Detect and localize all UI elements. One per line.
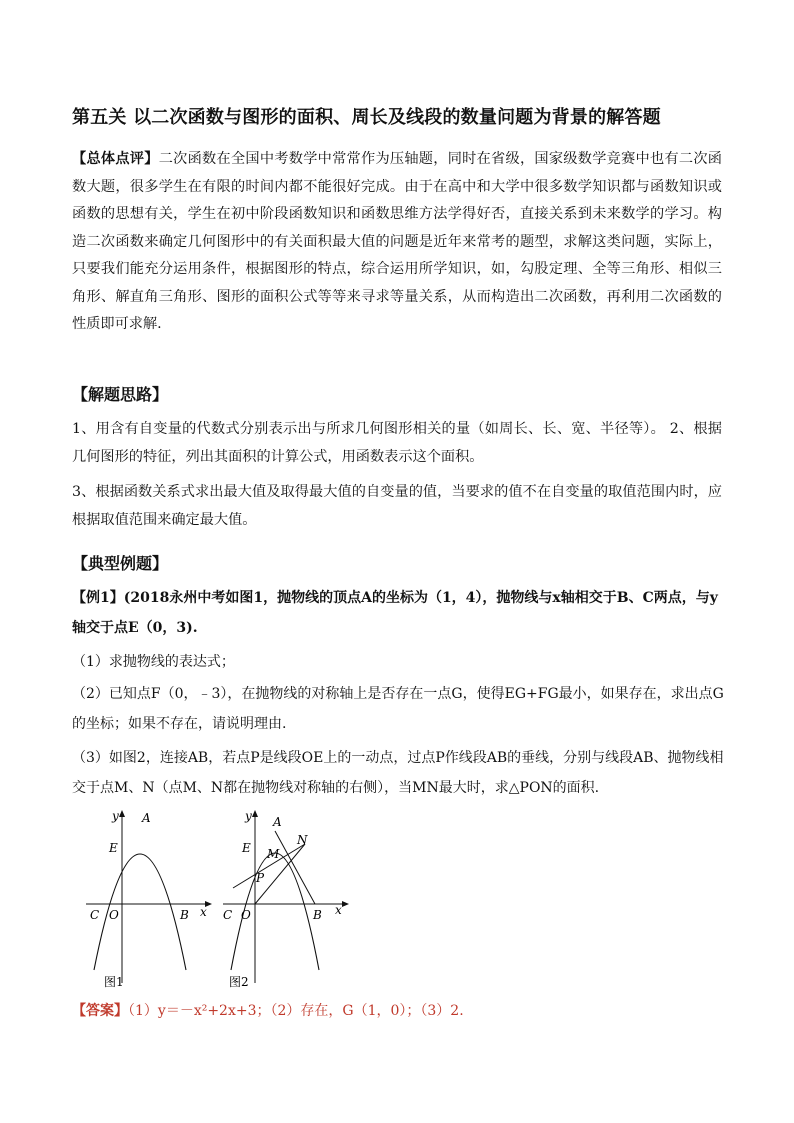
fig1-parabola [94, 854, 186, 970]
example-1-text: (2018永州中考如图1，抛物线的顶点A的坐标为（1，4），抛物线与x轴相交于B、C两点，与y轴交于点E（0，3). [72, 590, 718, 636]
fig1-label-y: y [112, 809, 119, 823]
fig2-label-E: E [242, 841, 251, 855]
fig2-label-x: x [335, 903, 342, 917]
fig2-label-y: y [245, 809, 252, 823]
answer-line [72, 1000, 464, 1020]
fig1-label-O: O [109, 908, 119, 922]
fig2-label-M: M [267, 847, 280, 861]
answer-text: （1）y＝－x²+2x+3；（2）存在，G（1，0）；（3）2. [128, 1003, 464, 1019]
fig1-caption: 图1 [104, 975, 124, 989]
fig1-label-E: E [109, 841, 118, 855]
examples-heading: 【典型例题】 [72, 554, 169, 573]
question-3: （3）如图2，连接AB，若点P是线段OE上的一动点，过点P作线段AB的垂线，分别与线段AB、抛物线相交于点M、N（点M、N都在抛物线对称轴的右侧），当MN最大时，求△PON的面积. [72, 750, 724, 796]
question-2: （2）已知点F（0，﹣3），在抛物线的对称轴上是否存在一点G，使得EG+FG最小，如果存在，求出点G的坐标；如果不存在，请说明理由. [72, 686, 724, 732]
figure-1 [82, 808, 222, 990]
example-1-label: 【例1】 [72, 590, 124, 606]
page-title: 第五关 以二次函数与图形的面积、周长及线段的数量问题为背景的解答题 [72, 107, 661, 128]
figure-2 [219, 808, 359, 990]
approach-point-3: 3、根据函数关系式求出最大值及取得最大值的自变量的值，当要求的值不在自变量的取值范围内时，应根据取值范围来确定最大值。 [72, 484, 722, 528]
approach-heading: 【解题思路】 [72, 385, 169, 404]
approach-point-1-2: 1、用含有自变量的代数式分别表示出与所求几何图形相关的量（如周长、长、宽、半径等）。 2、根据几何图形的特征，列出其面积的计算公式，用函数表示这个面积。 [72, 421, 722, 465]
fig2-label-O: O [241, 908, 251, 922]
overview-text: 二次函数在全国中考数学中常常作为压轴题，同时在省级，国家级数学竞赛中也有二次函数大题，很多学生在有限的时间内都不能很好完成。由于在高中和大学中很多数学知识都与函数知识或函数的思想有关，学生在初中阶段函数知识和函数思维方法学得好否，直接关系到未来数学的学习。构造二次函数来确定几何图形中的有关面积最大值的问题是近年来常考的题型，求解这类问题，实际上，只要我们能充分运用条件，根据图形的特点，综合运用所学知识，如，勾股定理、全等三角形、相似三角形、解直角三角形、图形的面积公式等等来寻求等量关系，从而构造出二次函数，再利用二次函数的性质即可求解. [72, 151, 722, 332]
fig2-label-C: C [223, 908, 233, 922]
fig2-segment-AB [275, 831, 315, 904]
example-1-intro [72, 583, 728, 643]
question-1: （1）求抛物线的表达式； [72, 654, 235, 670]
overview-paragraph [72, 146, 722, 339]
fig2-label-N: N [297, 833, 308, 847]
fig2-label-B: B [313, 908, 322, 922]
fig1-y-arrow [119, 810, 125, 817]
fig2-label-P: P [256, 871, 265, 885]
fig2-y-arrow [252, 810, 258, 817]
fig1-label-B: B [180, 908, 189, 922]
fig2-x-arrow [342, 901, 349, 907]
overview-tag: 【总体点评】 [72, 151, 159, 167]
fig2-label-A: A [273, 815, 282, 829]
fig1-label-x: x [200, 905, 207, 919]
fig2-caption: 图2 [229, 975, 249, 989]
fig1-label-C: C [90, 908, 100, 922]
fig1-label-A: A [142, 811, 151, 825]
answer-label: 【答案】 [72, 1003, 128, 1019]
